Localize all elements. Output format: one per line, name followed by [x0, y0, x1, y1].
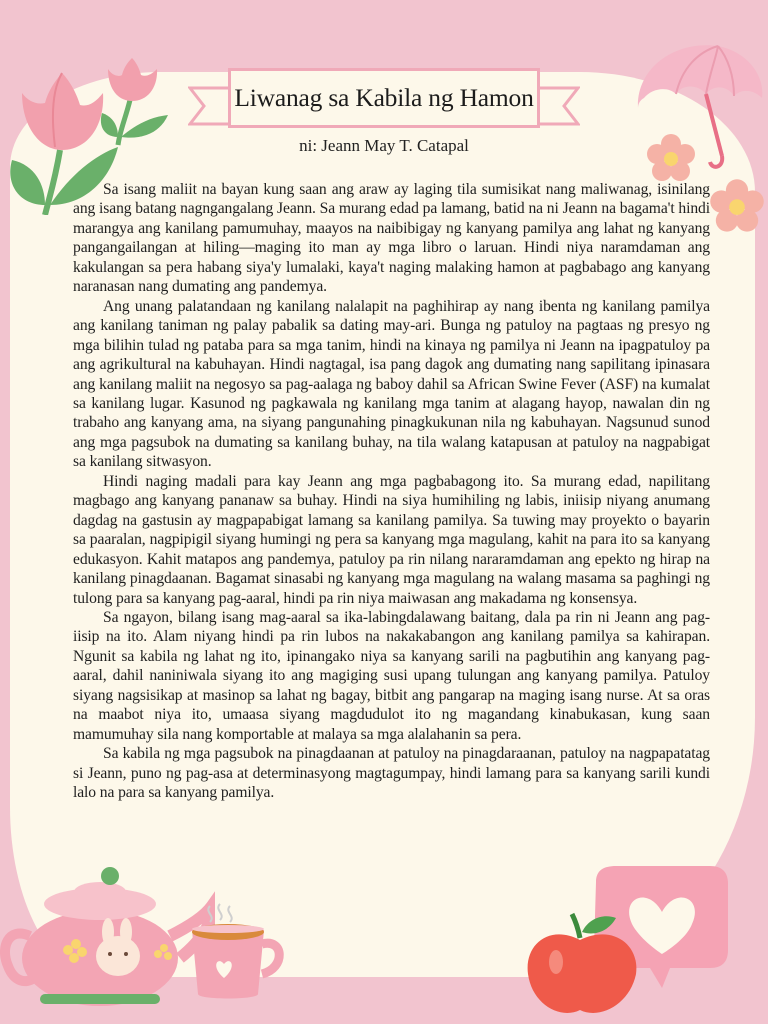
paragraph: Hindi naging madali para kay Jeann ang mga pagbabagong ito. Sa murang edad, napilitang magbago ang kanyang pananaw sa buhay. Hindi na siya humihiling ng labis, iniisip niyang anumang dagdag na gastusin ay magpapabigat lamang sa kanilang pamilya. Sa tuwing may proyekto o bayarin sa paaralan, nagpipigil siyang humingi ng pera sa kanyang mga magulang, kahit na para ito sa kanyang edukasyon. Kahit matapos ang pandemya, patuloy pa rin nilang nararamdaman ang epekto ng hirap na kanilang pinagdaanan. Bagamat sinasabi ng kanyang mga magulang na walang masama sa paghingi ng tulong para sa kanyang pag-aaral, hindi pa rin niya maiwasan ang makadama ng konsensya. [73, 472, 710, 607]
document-body [73, 180, 710, 803]
paragraph: Sa isang maliit na bayan kung saan ang araw ay laging tila sumisikat nang maliwanag, isinilang ang isang batang nagngangalang Jeann. Sa murang edad pa lamang, batid na ni Jeann na bagama't hindi marangya ang kanilang pamumuhay, maayos na naibibigay ng kanyang pamilya ang lahat ng kanyang pangangailangan at hiling—maging ito man ay mga libro o laruan. Hindi niya naramdaman ang kakulangan sa pera habang siya'y lumalaki, kaya't naging malaking hamon at pagbabago ang kanyang naranasan nang dumating ang pandemya. [73, 181, 710, 296]
title-banner [188, 68, 580, 130]
document-title: Liwanag sa Kabila ng Hamon [234, 83, 534, 112]
paragraph: Sa ngayon, bilang isang mag-aaral sa ika-labingdalawang baitang, dala pa rin ni Jeann ang pag-iisip na ito. Alam niyang hindi pa rin lubos na nakakabangon ang kanilang pamilya sa kahirapan. Ngunit sa kabila ng lahat ng ito, ipinangako niya sa kanyang sarili na pagbutihin ang kanyang pag-aaral, dahil naniniwala siyang ito ang magiging susi upang tulungan ang kanyang pamilya. Patuloy siyang nagsisikap at masinop sa lahat ng bagay, bitbit ang pangarap na maging isang nurse. At sa oras na maabot niya ito, umaasa siyang magdudulot ito ng magandang kinabukasan, kung saan mamumuhay sila nang komportable at malaya sa mga alalahanin sa pera. [73, 608, 710, 743]
title-box [228, 68, 540, 128]
teapot-icon [0, 866, 215, 1016]
teacup-icon [184, 898, 290, 1004]
apple-icon [520, 910, 644, 1020]
paragraph: Sa kabila ng mga pagsubok na pinagdaanan at patuloy na pinagdaraanan, patuloy na nagpapatatag si Jeann, puno ng pag-asa at determinasyong magtagumpay, hindi lamang para sa kanyang sarili kundi lalo na para sa kanyang pamilya. [73, 745, 710, 802]
author-line: ni: Jeann May T. Catapal [299, 136, 469, 155]
paragraph: Ang unang palatandaan ng kanilang nalalapit na paghihirap ay nang ibenta ng kanilang pamilya ang kanilang taniman ng palay pabalik sa dating may-ari. Bunga ng patuloy na pagtaas ng presyo ng mga bilihin tulad ng pataba para sa mga tanim, hindi na kinaya ng pamilya ni Jeann na ipagpatuloy pa ang agrikultural na kabuhayan. Hindi nagtagal, isa pang dagok ang dumating nang sapilitang ipinasara ang kanilang maliit na negosyo sa pag-aalaga ng baboy dahil sa African Swine Fever (ASF) na kumalat sa kanilang lugar. Kasunod ng pagkawala ng kanilang mga tanim at alagang hayop, nawalan din ng trabaho ang kanyang ama, na siyang pangunahing pinagkukunan nila ng kabuhayan. Nagsunud sunod ang mga pagsubok na dumating sa kanilang buhay, na tila walang katapusan at patuloy na nagpabigat sa kanilang sitwasyon. [73, 297, 710, 471]
flower-icon [708, 177, 766, 235]
